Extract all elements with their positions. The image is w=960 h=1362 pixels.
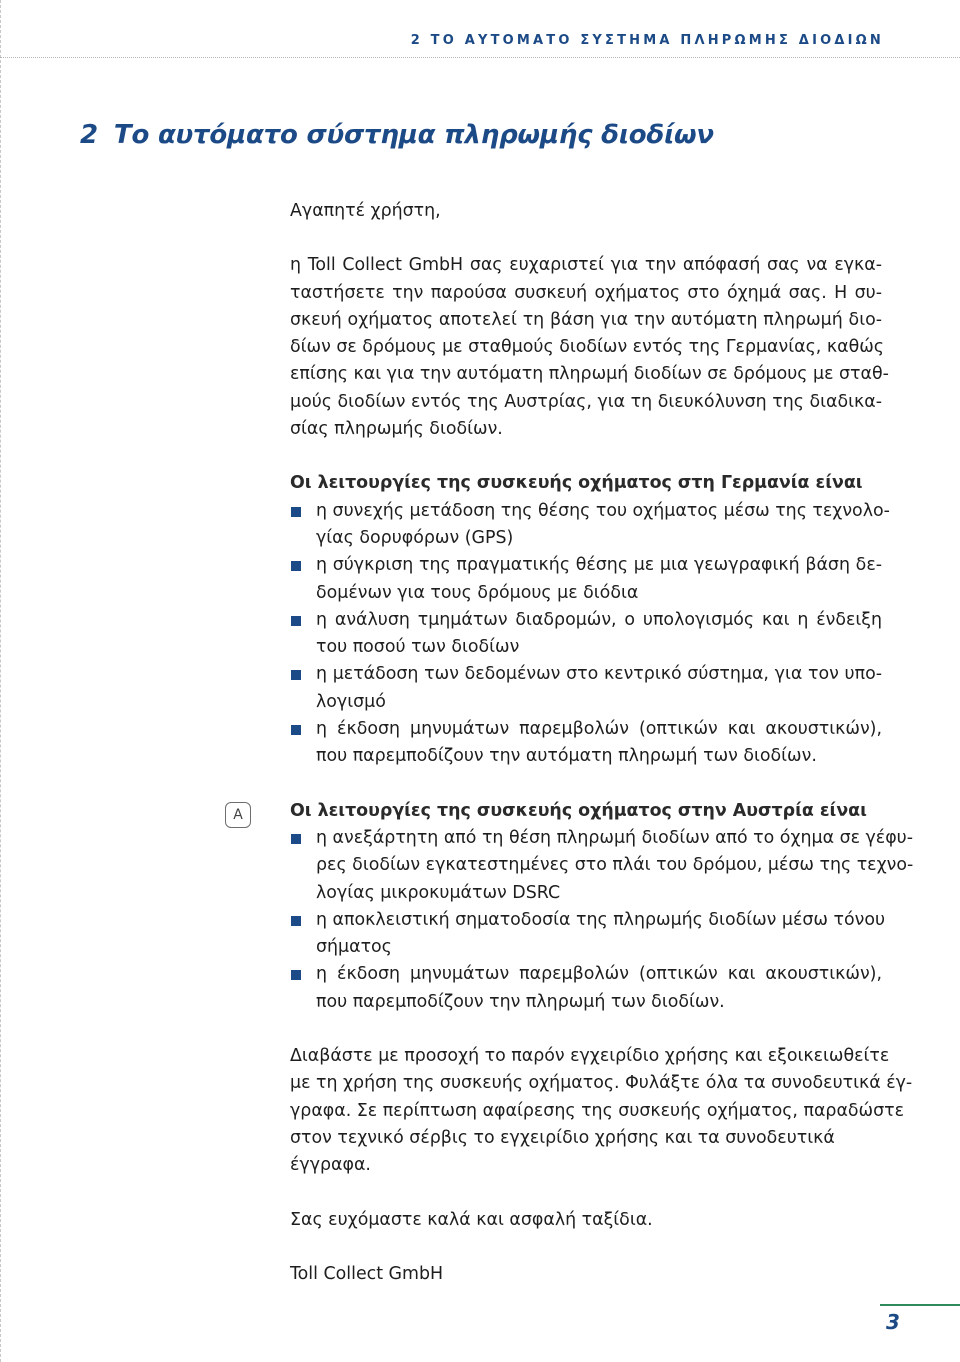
closing-line: με τη χρήση της συσκευής οχήματος. Φυλάξτε όλα τα συνοδευτικά έγ- [290,1073,913,1094]
intro-line: επίσης και για την αυτόματη πληρωμή διοδίων σε δρόμους με σταθ- [290,364,889,385]
farewell: Σας ευχόμαστε καλά και ασφαλή ταξίδια. [290,1209,653,1230]
germany-list [290,498,890,771]
running-title: 2 ΤΟ ΑΥΤΟΜΑΤΟ ΣΥΣΤΗΜΑ ΠΛΗΡΩΜΗΣ ΔΙΟΔΙΩΝ [410,33,884,48]
page-edge-guide [0,0,1,1362]
closing-line: στον τεχνικό σέρβις το εγχειρίδιο χρήσης και τα συνοδευτικά έγγραφα. [290,1127,835,1176]
footer-rule [880,1304,960,1306]
body-content [290,198,914,1288]
austria-badge: A [225,802,251,828]
closing-line: γραφα. Σε περίπτωση αφαίρεσης της συσκευής οχήματος, παραδώστε [290,1100,905,1121]
germany-heading: Οι λειτουργίες της συσκευής οχήματος στη Γερμανία είναι [290,473,863,494]
closing-line: Διαβάστε με προσοχή το παρόν εγχειρίδιο χρήσης και εξοικειωθείτε [290,1046,890,1067]
list-item: η έκδοση μηνυμάτων παρεμβολών (οπτικών και ακουστικών), που παρεμποδίζουν την πληρωμή των διοδίων. [290,961,882,1016]
closing-paragraph [290,1043,913,1179]
page-number: 3 [886,1310,900,1334]
intro-line: δίων σε δρόμους με σταθμούς διοδίων εντός της Γερμανίας, καθώς [290,337,884,358]
intro-paragraph [290,252,889,443]
intro-line: η Toll Collect GmbH σας ευχαριστεί για την απόφασή σας να εγκα- [290,255,882,276]
austria-heading: Οι λειτουργίες της συσκευής οχήματος στην Αυστρία είναι [290,800,867,821]
intro-line: μούς διοδίων εντός της Αυστρίας, για τη διευκόλυνση της διαδικα- [290,391,882,412]
bullet-square-icon [291,916,301,926]
signature: Toll Collect GmbH [290,1263,444,1284]
list-item: η ανάλυση τμημάτων διαδρομών, ο υπολογισμός και η ένδειξη του ποσού των διοδίων [290,607,882,662]
bullet-square-icon [291,834,301,844]
chapter-title [80,120,714,150]
chapter-number: 2 [80,120,98,150]
page-header [0,0,960,58]
list-item: η σύγκριση της πραγματικής θέσης με μια γεωγραφική βάση δε- δομένων για τους δρόμους με διόδια [290,552,882,607]
intro-line: σκευή οχήματος αποτελεί τη βάση για την αυτόματη πληρωμή διο- [290,309,882,330]
bullet-square-icon [291,507,301,517]
bullet-square-icon [291,725,301,735]
bullet-square-icon [291,561,301,571]
austria-list [290,825,914,1016]
list-item: η ανεξάρτητη από τη θέση πληρωμή διοδίων από το όχημα σε γέφυ- ρες διοδίων εγκατεστημένες στο πλάι του δρόμου, μέσω της τεχνο- λογίας μικροκυμάτων DSRC [290,825,882,907]
list-item: η μετάδοση των δεδομένων στο κεντρικό σύστημα, για τον υπο- λογισμό [290,661,882,716]
bullet-square-icon [291,970,301,980]
intro-line: ταστήσετε την παρούσα συσκευή οχήματος στο όχημά σας. Η συ- [290,282,882,303]
bullet-square-icon [291,670,301,680]
chapter-title-text: Το αυτόματο σύστημα πληρωμής διοδίων [113,120,714,150]
list-item: η αποκλειστική σηματοδοσία της πληρωμής διοδίων μέσω τόνου σήματος [290,907,882,962]
intro-line: σίας πληρωμής διοδίων. [290,419,503,440]
list-item: η συνεχής μετάδοση της θέσης του οχήματος μέσω της τεχνολο- γίας δορυφόρων (GPS) [290,498,882,553]
bullet-square-icon [291,616,301,626]
list-item: η έκδοση μηνυμάτων παρεμβολών (οπτικών και ακουστικών), που παρεμποδίζουν την αυτόματη πληρωμή των διοδίων. [290,716,882,771]
greeting: Αγαπητέ χρήστη, [290,201,441,221]
